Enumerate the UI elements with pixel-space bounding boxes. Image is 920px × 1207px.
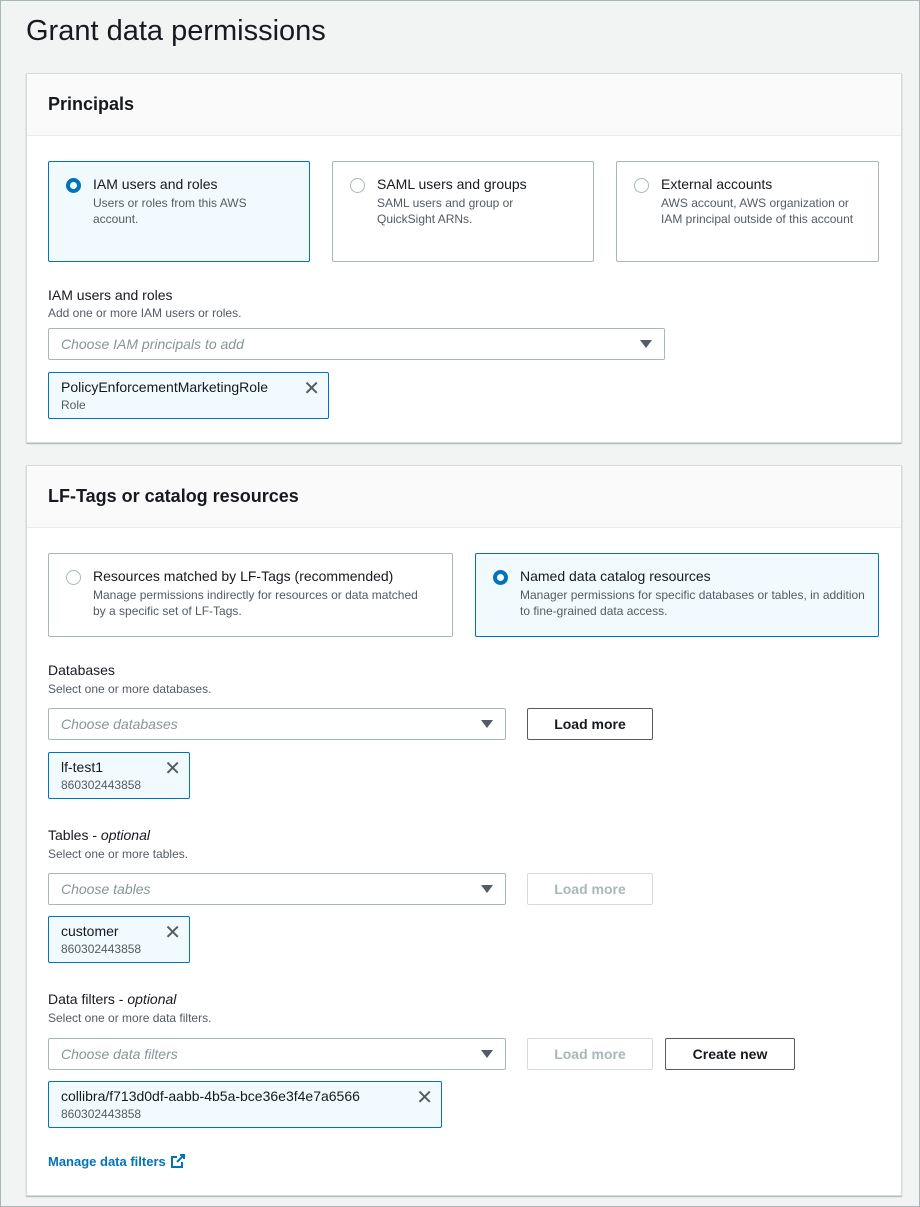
token-account: 860302443858 [61,942,142,956]
table-token [48,916,190,963]
tables-select[interactable] [48,873,506,905]
principals-header [27,74,901,136]
databases-select[interactable] [48,708,506,740]
resources-panel [26,465,902,1196]
iam-field-description: Add one or more IAM users or roles. [48,306,242,320]
radio-external-accounts[interactable] [634,178,649,193]
tables-load-more-button[interactable]: Load more [527,873,653,905]
tile-description: Users or roles from this AWS account. [93,196,247,226]
tile-description: SAML users and group or QuickSight ARNs. [377,196,514,226]
data-filters-label [48,991,176,1007]
tables-placeholder: Choose tables [61,881,151,897]
token-account: 860302443858 [61,778,142,792]
manage-data-filters-link[interactable] [48,1153,186,1169]
close-icon[interactable]: ✕ [416,1085,433,1109]
data-filters-placeholder: Choose data filters [61,1046,178,1062]
data-filters-load-more-button[interactable]: Load more [527,1038,653,1070]
tables-optional-text: optional [100,827,150,843]
resources-header [27,466,901,528]
caret-down-icon [481,885,493,893]
token-type: Role [61,398,86,412]
principals-panel [26,73,902,443]
principals-title: Principals [48,94,135,114]
token-name: lf-test1 [61,759,104,775]
tile-saml-users-and-groups[interactable] [332,161,594,262]
tables-description: Select one or more tables. [48,847,189,861]
token-account: 860302443858 [61,1107,142,1121]
databases-load-more-button[interactable]: Load more [527,708,653,740]
tile-named-catalog-resources[interactable] [475,553,879,637]
tile-description: Manage permissions indirectly for resources or data matched by a specific set of LF-Tags. [93,588,418,618]
databases-placeholder: Choose databases [61,716,178,732]
tile-title: External accounts [661,176,773,192]
radio-lf-tags[interactable] [66,570,81,585]
tile-title: Named data catalog resources [520,568,711,584]
radio-named-catalog-resources[interactable] [493,570,508,585]
tables-label-text: Tables - [48,827,101,843]
tile-title: SAML users and groups [377,176,527,192]
data-filter-token [48,1081,442,1128]
iam-principals-select[interactable] [48,328,665,360]
databases-label: Databases [48,662,115,678]
tile-description: AWS account, AWS organization or IAM principal outside of this account [661,196,854,226]
radio-iam-users-and-roles[interactable] [66,178,81,193]
token-name: collibra/f713d0df-aabb-4b5a-bce36e3f4e7a6566 [61,1088,360,1104]
tile-iam-users-and-roles[interactable] [48,161,310,262]
iam-principal-token [48,372,329,419]
token-name: PolicyEnforcementMarketingRole [61,379,268,395]
caret-down-icon [481,1050,493,1058]
close-icon[interactable]: ✕ [164,920,181,944]
page-title: Grant data permissions [26,15,326,47]
data-filters-description: Select one or more data filters. [48,1011,212,1025]
data-filters-optional-text: optional [127,991,177,1007]
manage-data-filters-label: Manage data filters [48,1153,166,1169]
tile-external-accounts[interactable] [616,161,879,262]
tile-title: IAM users and roles [93,176,218,192]
radio-saml-users-and-groups[interactable] [350,178,365,193]
database-token [48,752,190,799]
tile-title: Resources matched by LF-Tags (recommended) [93,568,394,584]
tables-label [48,827,150,843]
caret-down-icon [481,720,493,728]
create-new-filter-button[interactable]: Create new [665,1038,795,1070]
iam-field-label: IAM users and roles [48,287,173,303]
data-filters-label-text: Data filters - [48,991,128,1007]
resources-title: LF-Tags or catalog resources [48,486,299,506]
caret-down-icon [640,340,652,348]
tile-lf-tags[interactable] [48,553,453,637]
databases-description: Select one or more databases. [48,682,212,696]
data-filters-select[interactable] [48,1038,506,1070]
close-icon[interactable]: ✕ [164,756,181,780]
close-icon[interactable]: ✕ [303,376,320,400]
tile-description: Manager permissions for specific databases or tables, in addition to fine-grained data access. [520,588,865,618]
token-name: customer [61,923,119,939]
external-link-icon [170,1153,186,1169]
iam-principals-placeholder: Choose IAM principals to add [61,336,244,352]
